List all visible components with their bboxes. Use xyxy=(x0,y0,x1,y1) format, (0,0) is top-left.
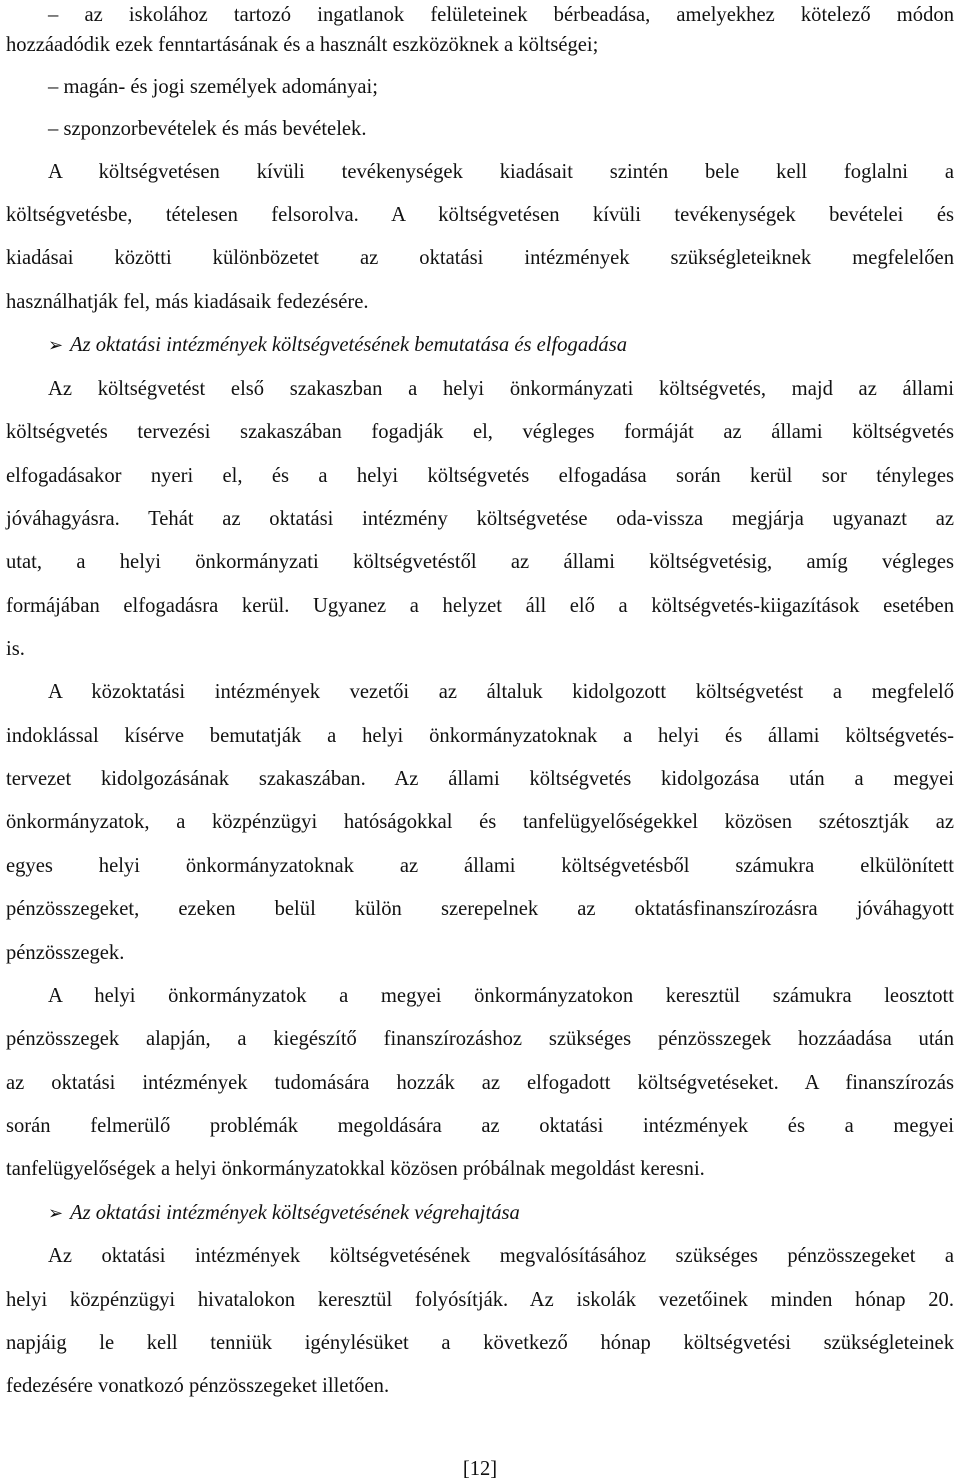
text-line: hozzáadódik ezek fenntartásának és a használt eszközöknek a költségei; xyxy=(6,34,599,56)
paragraph-first-line: Az költségvetést első szakaszban a helyi önkormányzati költségvetés, majd az állami xyxy=(48,378,954,400)
text-line: utat, a helyi önkormányzati költségvetéstől az állami költségvetésig, amíg végleges xyxy=(6,551,954,573)
text-line: indoklással kísérve bemutatják a helyi önkormányzatoknak a helyi és állami költségvetés- xyxy=(6,725,954,747)
paragraph-first-line: A közoktatási intézmények vezetői az általuk kidolgozott költségvetést a megfelelő xyxy=(48,681,954,703)
text-line: az oktatási intézmények tudomására hozzák az elfogadott költségvetéseket. A finanszírozás xyxy=(6,1072,954,1094)
arrow-bullet-icon: ➢ xyxy=(48,335,64,356)
section-heading-text: Az oktatási intézmények költségvetésének bemutatása és elfogadása xyxy=(70,334,628,356)
text-line: költségvetés tervezési szakaszában fogadják el, végleges formáját az állami költségvetés xyxy=(6,421,954,443)
text-line: önkormányzatok, a közpénzügyi hatóságokkal és tanfelügyelőségekkel közösen szétosztják az xyxy=(6,811,954,833)
section-heading-text: Az oktatási intézmények költségvetésének végrehajtása xyxy=(70,1202,520,1224)
text-line: fedezésére vonatkozó pénzösszegeket illetően. xyxy=(6,1375,390,1397)
text-line: helyi közpénzügyi hivatalokon keresztül folyósítják. Az iskolák vezetőinek minden hónap 20. xyxy=(6,1289,954,1311)
text-line: elfogadásakor nyeri el, és a helyi költségvetés elfogadása során kerül sor tényleges xyxy=(6,465,954,487)
text-line: formájában elfogadásra kerül. Ugyanez a helyzet áll elő a költségvetés-kiigazítások esetében xyxy=(6,595,954,617)
text-line: jóváhagyásra. Tehát az oktatási intézmény költségvetése oda-vissza megjárja ugyanazt az xyxy=(6,508,954,530)
section-heading xyxy=(6,1198,960,1229)
paragraph-first-line: Az oktatási intézmények költségvetésének megvalósításához szükséges pénzösszegeket a xyxy=(48,1245,954,1267)
text-line: pénzösszegek alapján, a kiegészítő finanszírozáshoz szükséges pénzösszegek hozzáadása után xyxy=(6,1028,954,1050)
bullet-line: – magán- és jogi személyek adományai; xyxy=(48,76,378,98)
text-line: kiadásai közötti különbözetet az oktatási intézmények szükségleteiknek megfelelően xyxy=(6,247,954,269)
text-line: napjáig le kell tenniük igénylésüket a következő hónap költségvetési szükségleteinek xyxy=(6,1332,954,1354)
bullet-line: – az iskolához tartozó ingatlanok felületeinek bérbeadása, amelyekhez kötelező módon xyxy=(48,4,954,26)
text-line: is. xyxy=(6,638,25,660)
arrow-bullet-icon: ➢ xyxy=(48,1203,64,1224)
text-line: egyes helyi önkormányzatoknak az állami költségvetésből számukra elkülönített xyxy=(6,855,954,877)
paragraph-first-line: A költségvetésen kívüli tevékenységek kiadásait szintén bele kell foglalni a xyxy=(48,161,954,183)
text-line: pénzösszegeket, ezeken belül külön szerepelnek az oktatásfinanszírozásra jóváhagyott xyxy=(6,898,954,920)
text-line: tervezet kidolgozásának szakaszában. Az állami költségvetés kidolgozása után a megyei xyxy=(6,768,954,790)
text-line: pénzösszegek. xyxy=(6,942,125,964)
text-line: használhatják fel, más kiadásaik fedezésére. xyxy=(6,291,369,313)
text-line: tanfelügyelőségek a helyi önkormányzatokkal közösen próbálnak megoldást keresni. xyxy=(6,1158,705,1180)
section-heading xyxy=(6,330,960,361)
text-line: során felmerülő problémák megoldására az oktatási intézmények és a megyei xyxy=(6,1115,954,1137)
bullet-line: – szponzorbevételek és más bevételek. xyxy=(48,118,367,140)
paragraph-first-line: A helyi önkormányzatok a megyei önkormányzatokon keresztül számukra leosztott xyxy=(48,985,954,1007)
text-line: költségvetésbe, tételesen felsorolva. A költségvetésen kívüli tevékenységek bevételei és xyxy=(6,204,954,226)
page-number: [12] xyxy=(462,1458,498,1480)
